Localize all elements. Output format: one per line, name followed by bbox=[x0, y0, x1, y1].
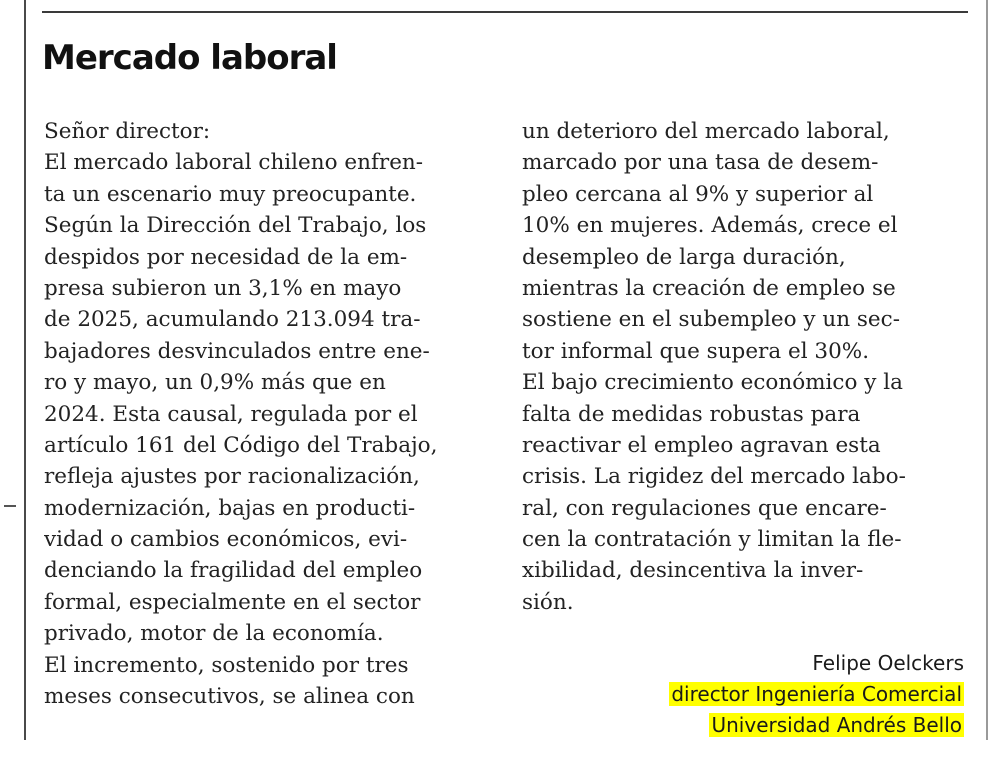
text-line: despidos por necesidad de la em- bbox=[44, 244, 408, 270]
text-line: 2024. Esta causal, regulada por el bbox=[44, 401, 418, 427]
text-line: cen la contratación y limitan la fle- bbox=[522, 527, 902, 553]
text-line: pleo cercana al 9% y superior al bbox=[522, 181, 874, 207]
text-line: ral, con regulaciones que encare- bbox=[522, 495, 887, 521]
text-line: sostiene en el subempleo y un sec- bbox=[522, 307, 900, 333]
page-bottom-margin bbox=[0, 740, 992, 772]
text-line: crisis. La rigidez del mercado labo- bbox=[522, 464, 906, 490]
text-line: El incremento, sostenido por tres bbox=[44, 652, 409, 678]
text-line: refleja ajustes por racionalización, bbox=[44, 464, 420, 490]
text-line: presa subieron un 3,1% en mayo bbox=[44, 275, 402, 301]
text-line: 10% en mujeres. Además, crece el bbox=[522, 213, 898, 239]
author-institution: Universidad Andrés Bello bbox=[711, 713, 962, 737]
text-line: formal, especialmente en el sector bbox=[44, 589, 421, 615]
text-line: de 2025, acumulando 213.094 tra- bbox=[44, 307, 421, 333]
text-line: El bajo crecimiento económico y la bbox=[522, 370, 903, 396]
author-signature bbox=[669, 648, 964, 741]
text-line: modernización, bajas en producti- bbox=[44, 495, 416, 521]
text-line: Señor director: bbox=[44, 119, 211, 144]
text-line: marcado por una tasa de desem- bbox=[522, 150, 879, 176]
text-line: xibilidad, desincentiva la inver- bbox=[522, 558, 864, 584]
text-line: falta de medidas robustas para bbox=[522, 401, 861, 427]
text-line: un deterioro del mercado laboral, bbox=[522, 119, 890, 144]
article-column-right bbox=[522, 116, 972, 618]
article-column-left bbox=[44, 116, 496, 712]
page-left-border bbox=[24, 0, 26, 740]
text-line: privado, motor de la economía. bbox=[44, 621, 384, 647]
text-line: tor informal que supera el 30%. bbox=[522, 338, 870, 364]
text-line: ro y mayo, un 0,9% más que en bbox=[44, 370, 386, 396]
author-role: director Ingeniería Comercial bbox=[671, 682, 962, 706]
page-right-border bbox=[986, 0, 988, 740]
text-line: sión. bbox=[522, 589, 574, 615]
margin-mark bbox=[4, 505, 16, 507]
text-line: mientras la creación de empleo se bbox=[522, 275, 896, 301]
text-line: Según la Dirección del Trabajo, los bbox=[44, 213, 427, 239]
article-title: Mercado laboral bbox=[42, 38, 337, 78]
text-line: El mercado laboral chileno enfren- bbox=[44, 150, 424, 176]
text-line: vidad o cambios económicos, evi- bbox=[44, 527, 408, 553]
text-line: meses consecutivos, se alinea con bbox=[44, 684, 415, 710]
text-line: reactivar el empleo agravan esta bbox=[522, 432, 881, 458]
text-line: artículo 161 del Código del Trabajo, bbox=[44, 432, 438, 458]
text-line: desempleo de larga duración, bbox=[522, 244, 846, 270]
author-name: Felipe Oelckers bbox=[812, 651, 964, 675]
text-line: denciando la fragilidad del empleo bbox=[44, 558, 423, 584]
text-line: ta un escenario muy preocupante. bbox=[44, 181, 417, 207]
top-rule bbox=[42, 11, 968, 13]
text-line: bajadores desvinculados entre ene- bbox=[44, 338, 430, 364]
